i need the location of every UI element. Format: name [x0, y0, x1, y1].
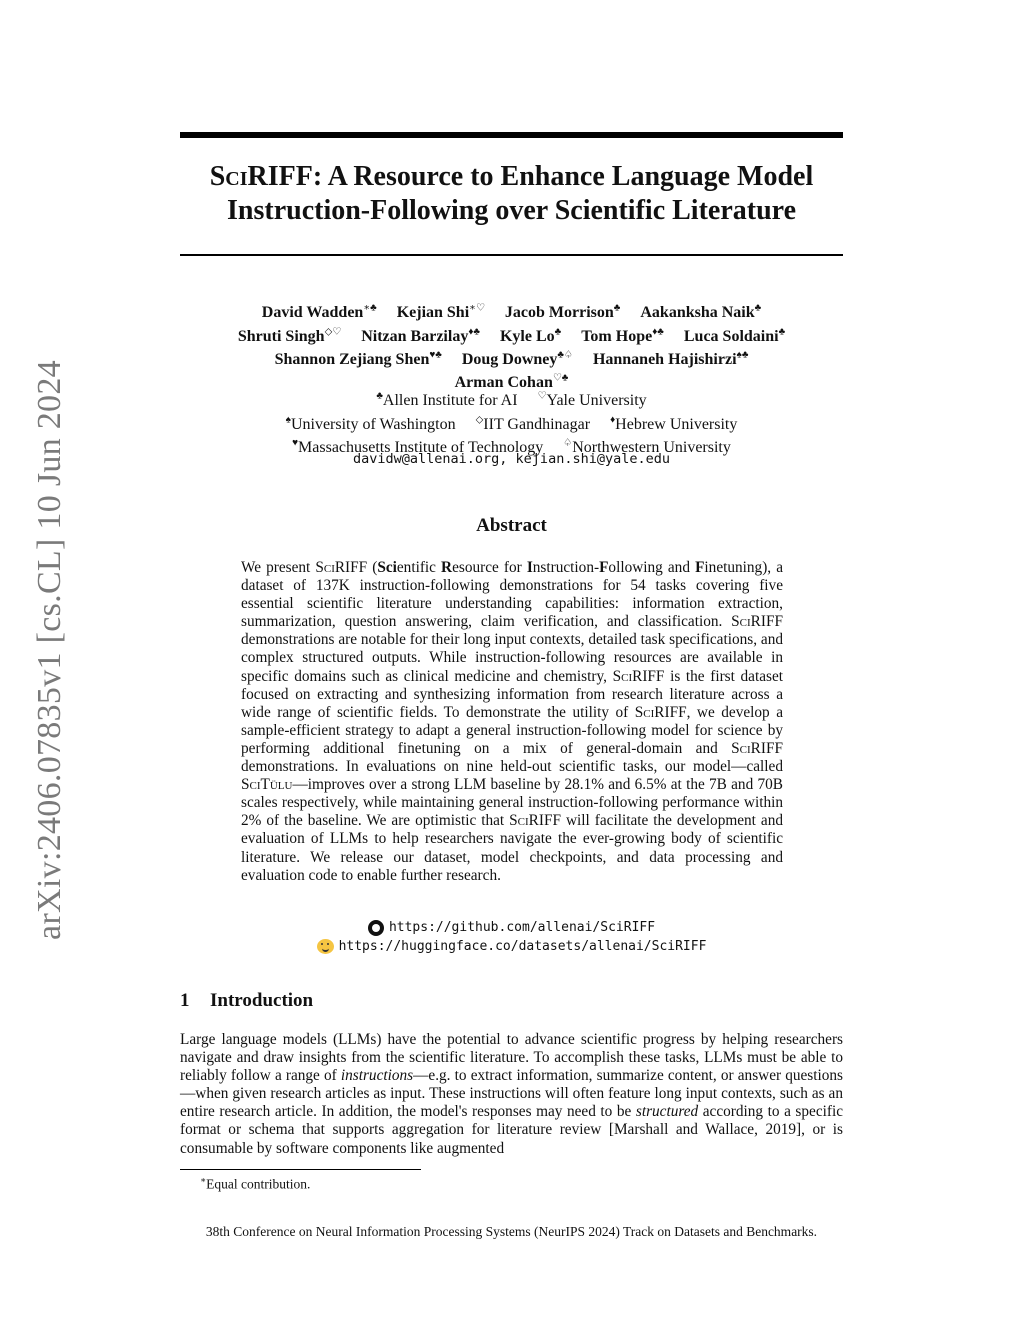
affiliation: [538, 392, 647, 409]
affiliation-name: IIT Gandhinagar: [483, 415, 591, 433]
title-line1: : A Resource to Enhance Language Model: [312, 161, 814, 192]
affiliation-name: Allen Institute for AI: [382, 392, 518, 410]
author-affiliation-marks: ∗♡: [469, 303, 485, 314]
affiliation-name: University of Washington: [290, 415, 456, 433]
author-name: Jacob Morrison♣: [504, 303, 621, 322]
author-affiliation-marks: ♠♣: [736, 349, 749, 361]
affiliation: [286, 416, 456, 433]
affiliation-name: Northwestern University: [572, 438, 731, 456]
author-affiliation-marks: ∗♣: [363, 303, 377, 314]
author-affiliation-marks: ♡♣: [552, 372, 569, 384]
affiliation-mark: ◇: [475, 414, 484, 426]
title-line2: Instruction-Following over Scientific Literature: [227, 195, 796, 226]
affiliation-line: [180, 410, 843, 433]
section-title: Introduction: [210, 990, 314, 1011]
author-affiliation-marks: ♣: [754, 303, 762, 314]
introduction-paragraph: Large language models (LLMs) have the potential to advance scientific progress by helping researchers navigate and draw insights from the scientific literature. To accomplish these tasks, LLMs must be able to reliably follow a range of instructions—e.g. to extract information, summarize content, or answer questions—when given research articles as input. These instructions will often feature long input contexts, such as an entire research article. In addition, the model's responses may need to be structured according to a specific format or schema that supports aggregation for literature review [Marshall and Wallace, 2019], or is consumable by software components like augmented: [180, 1031, 844, 1157]
author-name: Hannaneh Hajishirzi♠♣: [592, 349, 749, 368]
author-affiliation-marks: ♣♤: [557, 349, 573, 361]
section-heading: [180, 990, 313, 1012]
arxiv-sidebar: [0, 0, 100, 1325]
affiliation-mark: ♤: [563, 437, 573, 449]
author-name: Luca Soldaini♣: [683, 326, 786, 345]
resource-links: [180, 918, 843, 956]
footnote-rule: [180, 1169, 421, 1170]
author-name: Shannon Zejiang Shen♥♣: [274, 349, 442, 368]
affiliation-mark: ♠: [285, 414, 291, 426]
title-top-rule: [180, 132, 843, 138]
venue-footer: 38th Conference on Neural Information Processing Systems (NeurIPS 2024) Track on Datasets and Benchmarks.: [205, 1224, 818, 1239]
contact-emails[interactable]: davidw@allenai.org, kejian.shi@yale.edu: [353, 451, 670, 467]
author-name: Shruti Singh◇♡: [237, 326, 342, 345]
author-name: Nitzan Barzilay♦♣: [361, 326, 480, 345]
author-name: David Wadden∗♣: [261, 303, 377, 322]
author-line: [180, 299, 843, 322]
author-affiliation-marks: ♣: [613, 303, 621, 314]
affiliation-name: Yale University: [546, 392, 647, 410]
abstract-heading: Abstract: [476, 515, 547, 536]
author-affiliation-marks: ♦♣: [652, 326, 664, 338]
affiliation-name: Massachusetts Institute of Technology: [298, 438, 544, 456]
huggingface-icon: [317, 939, 334, 954]
author-name: Tom Hope♦♣: [581, 326, 664, 345]
github-icon: [368, 920, 384, 936]
abstract-body: We present SciRIFF (Scientific Resource for Instruction-Following and Finetuning), a dataset of 137K instruction-following demonstrations for 54 tasks covering five essential scientific literature understanding capabilities: information extraction, summarization, question answering, claim verification, and classification. SciRIFF demonstrations are notable for their long input contexts, detailed task specifications, and complex structured outputs. While instruction-following resources are available in specific domains such as clinical medicine and chemistry, SciRIFF is the first dataset focused on extracting and synthesizing information from research literature across a wide range of scientific fields. To demonstrate the utility of SciRIFF, we develop a sample-efficient strategy to adapt a general instruction-following model for science by performing additional finetuning on a mix of general-domain and SciRIFF demonstrations. In evaluations on nine held-out scientific tasks, our model—called SciTülu—improves over a strong LLM baseline by 28.1% and 6.5% at the 7B and 70B scales respectively, while maintaining general instruction-following performance within 2% of the baseline. We are optimistic that SciRIFF will facilitate the development and evaluation of LLMs to help researchers navigate the ever-growing body of scientific literature. We release our dataset, model checkpoints, and data processing and evaluation code to enable further research.: [241, 559, 784, 884]
author-affiliation-marks: ♣: [554, 326, 562, 338]
affiliation-mark: ♦: [610, 414, 616, 426]
author-affiliation-marks: ♦♣: [468, 326, 480, 338]
section-number: 1: [180, 990, 190, 1011]
huggingface-link[interactable]: https://huggingface.co/datasets/allenai/SciRIFF: [338, 939, 707, 954]
arxiv-identifier: arXiv:2406.07835v1 [cs.CL] 10 Jun 2024: [31, 360, 68, 940]
author-name: Kyle Lo♣: [499, 326, 562, 345]
author-name: Arman Cohan♡♣: [454, 372, 569, 392]
paper-title: [180, 160, 843, 228]
author-line: [180, 346, 843, 369]
affiliation-mark: ♥: [292, 437, 299, 449]
author-affiliation-marks: ◇♡: [324, 326, 342, 338]
footnote: ∗Equal contribution.: [200, 1175, 311, 1192]
github-link[interactable]: https://github.com/allenai/SciRIFF: [388, 920, 656, 935]
author-line: [180, 322, 843, 345]
title-sc-name: SciRIFF: [209, 161, 313, 192]
author-name: Kejian Shi∗♡: [396, 303, 485, 322]
author-affiliation-marks: ♥♣: [429, 349, 442, 361]
author-block: [180, 299, 843, 392]
author-name: Aakanksha Naik♣: [640, 303, 762, 322]
title-bottom-rule: [180, 254, 843, 256]
affiliation-mark: ♡: [537, 391, 547, 402]
affiliation: [610, 416, 737, 433]
author-affiliation-marks: ♣: [778, 326, 786, 338]
affiliation-name: Hebrew University: [615, 415, 738, 433]
affiliation-line: [180, 387, 843, 410]
affiliation: [376, 392, 517, 409]
author-name: Doug Downey♣♤: [461, 349, 573, 368]
affiliation-mark: ♣: [376, 391, 383, 402]
affiliation: [476, 416, 590, 433]
affiliation-block: [180, 387, 843, 457]
